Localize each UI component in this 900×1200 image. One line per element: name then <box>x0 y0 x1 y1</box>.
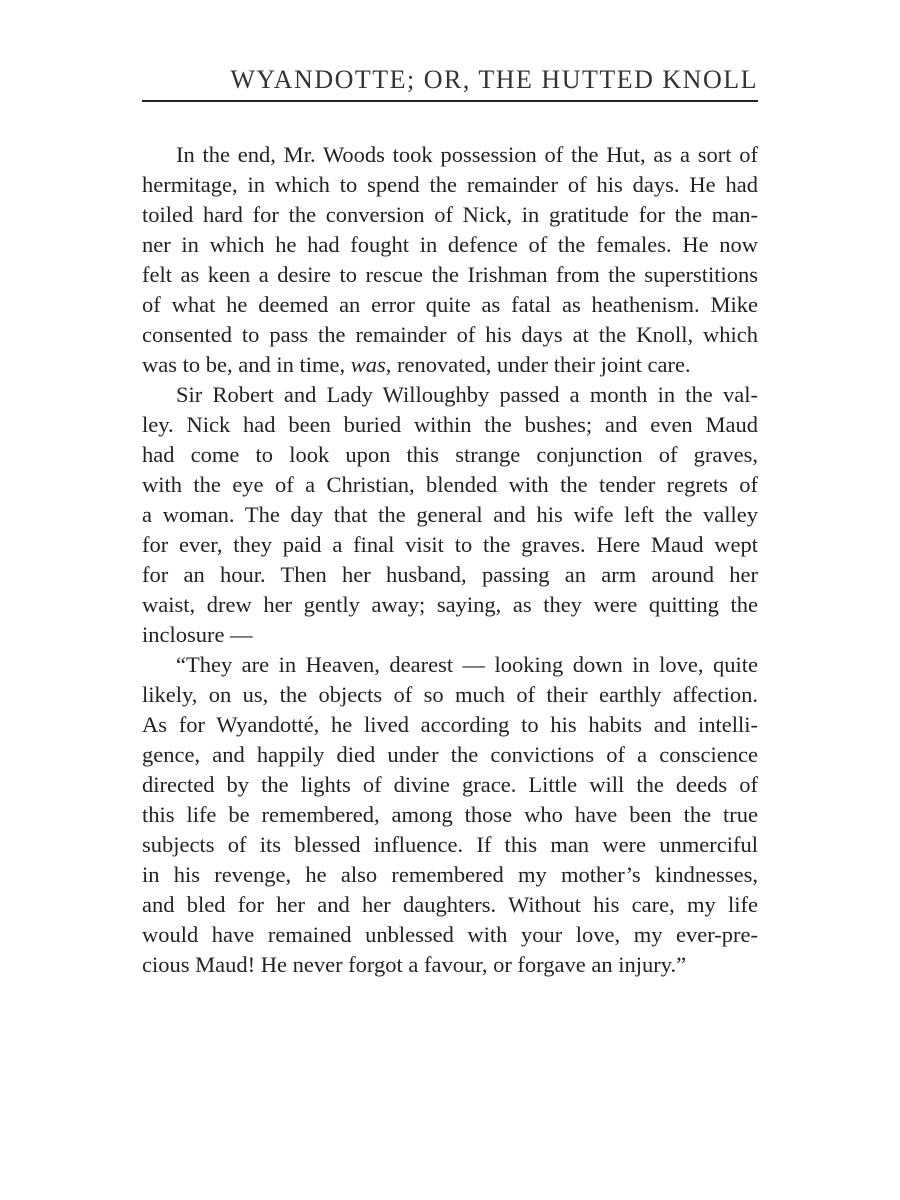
header-rule <box>142 100 758 102</box>
paragraph-1-line-7: consented to pass the remainder of his days at the Knoll, which <box>142 322 758 347</box>
paragraph-2-line-3: had come to look upon this strange conjunction of graves, <box>142 442 758 467</box>
paragraph-3-line-5: directed by the lights of divine grace. Little will the deeds of <box>142 772 758 797</box>
paragraph-2-line-4: with the eye of a Christian, blended with the tender regrets of <box>142 472 758 497</box>
paragraph-3-line-8: in his revenge, he also remembered my mother’s kindnesses, <box>142 862 758 887</box>
body-text <box>142 140 758 980</box>
paragraph-1-line-5: felt as keen a desire to rescue the Irishman from the superstitions <box>142 262 758 287</box>
paragraph-2-line-1: Sir Robert and Lady Willoughby passed a month in the val- <box>176 382 758 407</box>
paragraph-3-line-7: subjects of its blessed influence. If this man were unmerciful <box>142 832 758 857</box>
emphasized-was: was <box>350 352 386 377</box>
paragraph-3-line-3: As for Wyandotté, he lived according to his habits and intelli- <box>142 712 758 737</box>
paragraph-1-line-4: ner in which he had fought in defence of the females. He now <box>142 232 758 257</box>
paragraph-3-line-10: would have remained unblessed with your love, my ever-pre- <box>142 922 758 947</box>
paragraph-3-line-11: cious Maud! He never forgot a favour, or forgave an injury.” <box>142 952 687 977</box>
paragraph-1-line-3: toiled hard for the conversion of Nick, in gratitude for the man- <box>142 202 758 227</box>
paragraph-1-line-8 <box>142 350 758 380</box>
paragraph-1-line-2: hermitage, in which to spend the remainder of his days. He had <box>142 172 758 197</box>
paragraph-3-line-2: likely, on us, the objects of so much of their earthly affection. <box>142 682 758 707</box>
paragraph-1-line-6: of what he deemed an error quite as fatal as heathenism. Mike <box>142 292 758 317</box>
paragraph-3-line-4: gence, and happily died under the convictions of a conscience <box>142 742 758 767</box>
paragraph-2-line-2: ley. Nick had been buried within the bushes; and even Maud <box>142 412 758 437</box>
paragraph-2-line-7: for an hour. Then her husband, passing an arm around her <box>142 562 758 587</box>
line-8-text-before: was to be, and in time, <box>142 352 351 377</box>
paragraph-2-line-6: for ever, they paid a final visit to the graves. Here Maud wept <box>142 532 758 557</box>
paragraph-1-line-1: In the end, Mr. Woods took possession of the Hut, as a sort of <box>176 142 758 167</box>
paragraph-3-line-9: and bled for her and her daughters. Without his care, my life <box>142 892 758 917</box>
paragraph-3-line-6: this life be remembered, among those who have been the true <box>142 802 758 827</box>
paragraph-2-line-8: waist, drew her gently away; saying, as they were quitting the <box>142 592 758 617</box>
paragraph-3-line-1: “They are in Heaven, dearest — looking down in love, quite <box>176 652 758 677</box>
paragraph-2-line-9: inclosure — <box>142 622 253 647</box>
running-head-title: WYANDOTTE; OR, THE HUTTED KNOLL <box>230 65 758 94</box>
paragraph-2-line-5: a woman. The day that the general and his wife left the valley <box>142 502 758 527</box>
line-8-text-after: , renovated, under their joint care. <box>385 352 691 377</box>
